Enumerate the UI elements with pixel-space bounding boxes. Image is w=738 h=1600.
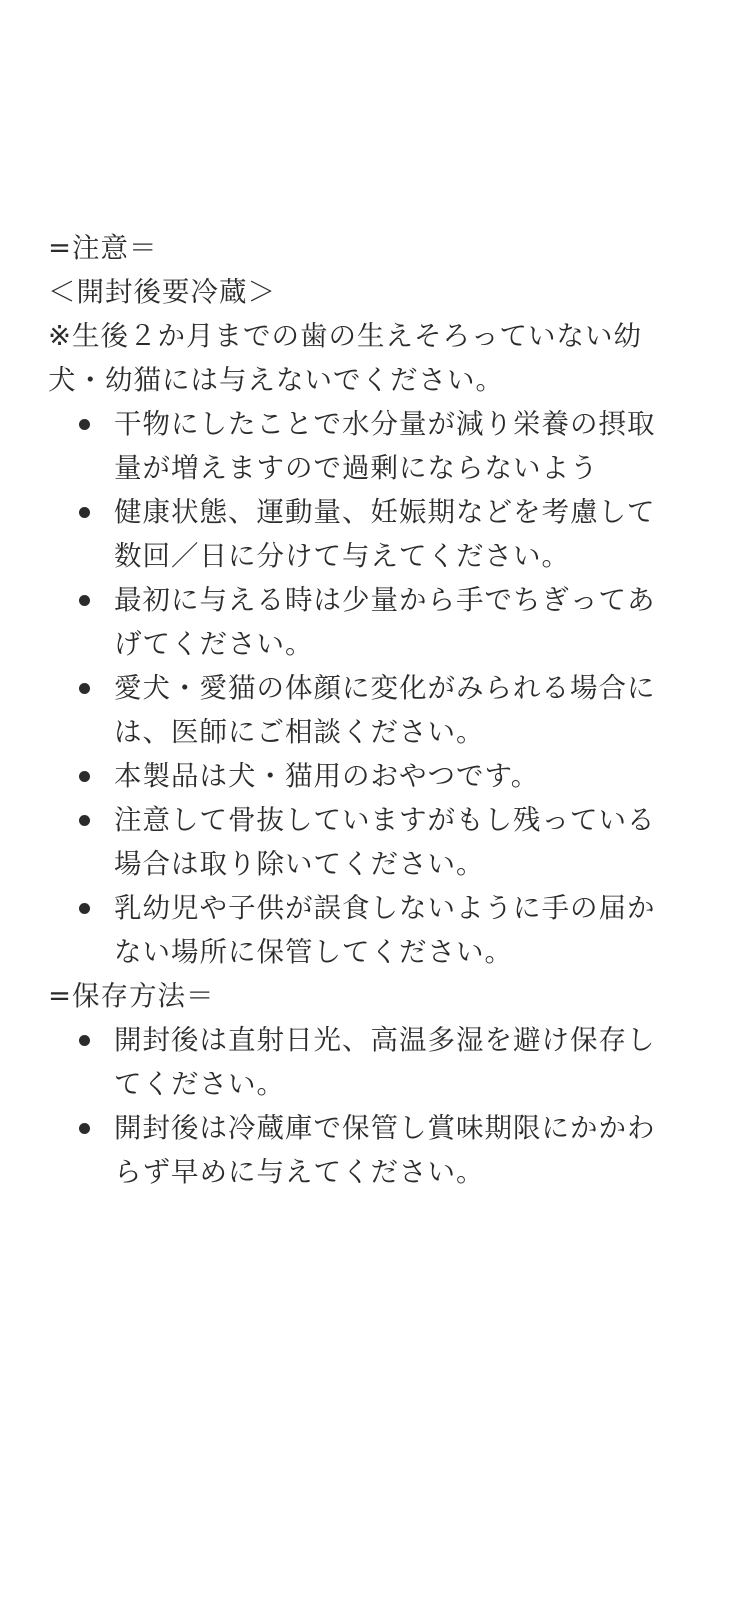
bullet-icon bbox=[79, 595, 90, 606]
storage-list bbox=[48, 1018, 688, 1194]
list-item: 最初に与える時は少量から手でちぎってあ げてください。 bbox=[48, 578, 688, 666]
list-item: 開封後は直射日光、高温多湿を避け保存し てください。 bbox=[48, 1018, 688, 1106]
refrigerate-notice: ＜開封後要冷蔵＞ bbox=[48, 276, 276, 308]
list-item: 健康状態、運動量、妊娠期などを考慮して 数回／日に分けて与えてください。 bbox=[48, 490, 688, 578]
age-warning-line-1: ※生後２か月までの歯の生えそろっていない幼 bbox=[48, 320, 643, 352]
list-item: 乳幼児や子供が誤食しないように手の届か ない場所に保管してください。 bbox=[48, 886, 688, 974]
list-item: 注意して骨抜していますがもし残っている 場合は取り除いてください。 bbox=[48, 798, 688, 886]
bullet-icon bbox=[79, 419, 90, 430]
bullet-icon bbox=[79, 507, 90, 518]
storage-heading: =保存方法＝ bbox=[48, 980, 215, 1012]
list-item: 本製品は犬・猫用のおやつです。 bbox=[48, 754, 688, 798]
bullet-icon bbox=[79, 683, 90, 694]
caution-list bbox=[48, 402, 688, 974]
bullet-icon bbox=[79, 1123, 90, 1134]
bullet-icon bbox=[79, 903, 90, 914]
bullet-icon bbox=[79, 815, 90, 826]
age-warning-line-2: 犬・幼猫には与えないでください。 bbox=[48, 364, 504, 396]
bullet-icon bbox=[79, 771, 90, 782]
product-notes bbox=[48, 226, 688, 1194]
caution-heading: =注意＝ bbox=[48, 232, 158, 264]
list-item: 愛犬・愛猫の体顔に変化がみられる場合に は、医師にご相談ください。 bbox=[48, 666, 688, 754]
list-item: 干物にしたことで水分量が減り栄養の摂取 量が増えますので過剰にならないよう bbox=[48, 402, 688, 490]
list-item: 開封後は冷蔵庫で保管し賞味期限にかかわ らず早めに与えてください。 bbox=[48, 1106, 688, 1194]
bullet-icon bbox=[79, 1035, 90, 1046]
